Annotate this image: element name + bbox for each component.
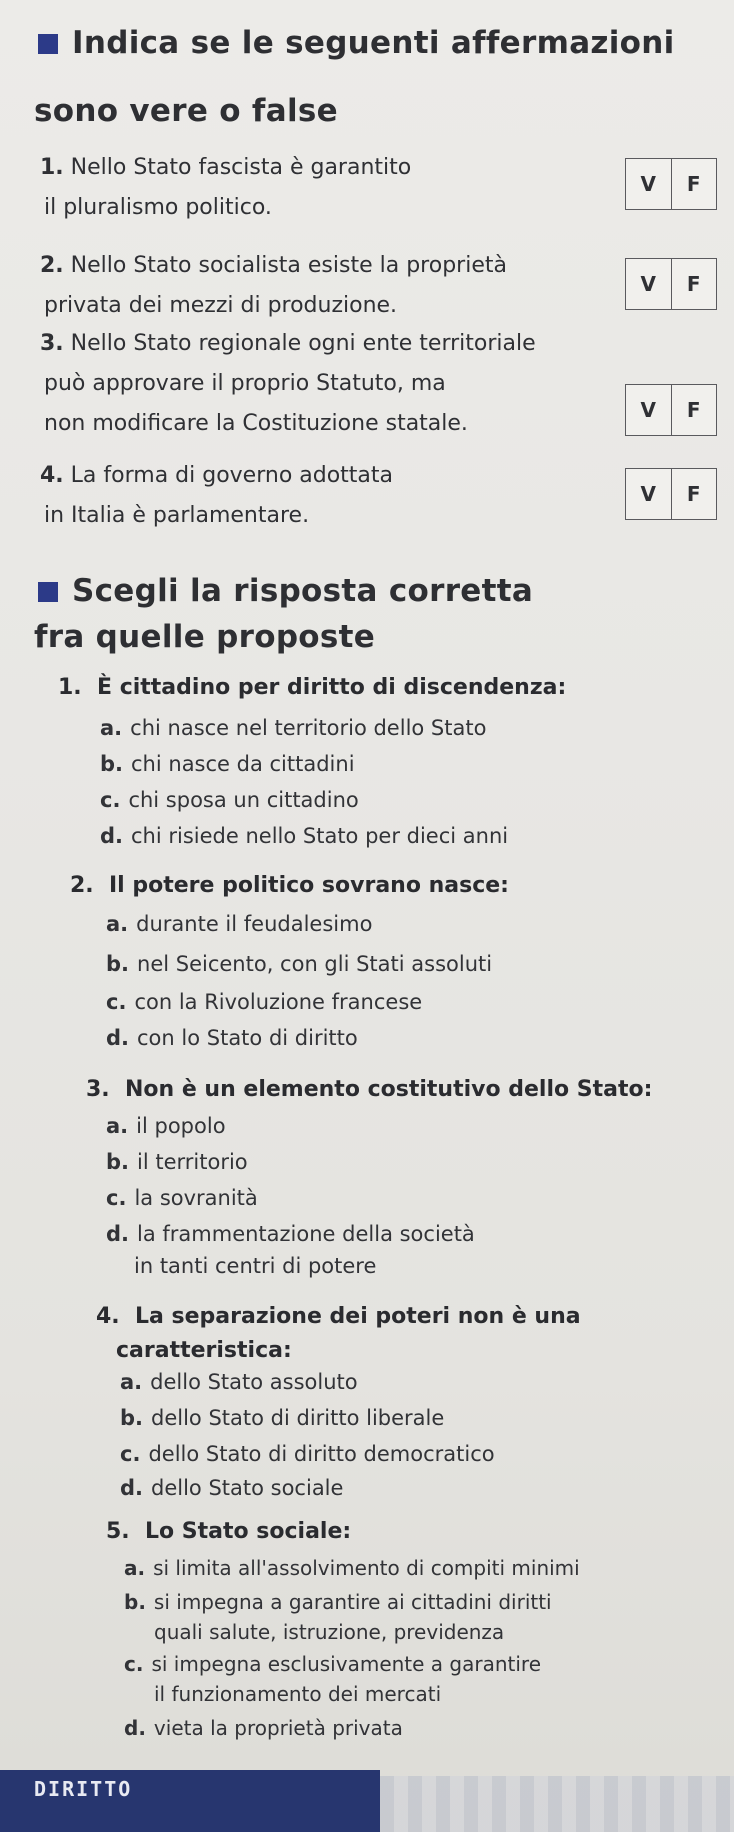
item-number: 2. — [40, 253, 64, 278]
answer-option[interactable] — [120, 1470, 343, 1506]
false-option[interactable]: F — [671, 159, 717, 209]
section-title-multiple-choice — [34, 566, 533, 616]
section-title-true-false-line2: sono vere o false — [34, 93, 338, 129]
option-text: chi nasce da cittadini — [131, 752, 355, 776]
answer-option[interactable] — [124, 1710, 403, 1746]
item-number: 4. — [40, 463, 64, 488]
option-letter: a. — [100, 716, 123, 740]
option-text: dello Stato sociale — [151, 1476, 344, 1500]
option-letter: a. — [120, 1370, 143, 1394]
tf-item-3 — [40, 324, 536, 444]
option-text: dello Stato di diritto democratico — [148, 1442, 495, 1466]
statement-line: Nello Stato regionale ogni ente territoriale — [70, 331, 536, 356]
answer-option-continued: quali salute, istruzione, previdenza — [154, 1620, 505, 1644]
true-false-selector-3 — [625, 384, 717, 436]
option-letter: c. — [120, 1442, 141, 1466]
question-4 — [96, 1300, 581, 1368]
true-false-selector-1 — [625, 158, 717, 210]
question-2 — [70, 868, 509, 904]
section-title-multiple-choice-line2: fra quelle proposte — [34, 619, 376, 655]
option-text: dello Stato assoluto — [150, 1370, 358, 1394]
answer-option[interactable] — [106, 946, 492, 982]
option-letter: c. — [106, 990, 127, 1014]
answer-option[interactable] — [120, 1436, 495, 1472]
answer-option[interactable] — [106, 1108, 226, 1144]
option-letter: c. — [100, 788, 121, 812]
question-text: La separazione dei poteri non è una — [135, 1304, 581, 1329]
option-text: con la Rivoluzione francese — [134, 990, 423, 1014]
answer-option-continued: in tanti centri di potere — [134, 1254, 377, 1278]
answer-option[interactable] — [106, 1180, 258, 1216]
answer-option[interactable] — [120, 1400, 444, 1436]
item-number: 3. — [40, 331, 64, 356]
option-letter: a. — [124, 1556, 146, 1580]
question-3 — [86, 1072, 652, 1108]
option-letter: d. — [120, 1476, 144, 1500]
question-5 — [106, 1514, 351, 1550]
statement-line: La forma di governo adottata — [70, 463, 394, 488]
question-number: 5. — [106, 1519, 130, 1544]
option-letter: d. — [106, 1026, 130, 1050]
true-option[interactable]: V — [640, 398, 656, 422]
option-text: la frammentazione della società — [137, 1222, 475, 1246]
section-title-line1: Indica se le seguenti affermazioni — [72, 25, 675, 61]
answer-option[interactable] — [124, 1550, 580, 1586]
question-text: Il potere politico sovrano nasce: — [109, 873, 509, 898]
tf-item-2 — [40, 246, 507, 326]
option-text: si limita all'assolvimento di compiti minimi — [153, 1556, 580, 1580]
option-text: dello Stato di diritto liberale — [151, 1406, 445, 1430]
option-text: la sovranità — [134, 1186, 258, 1210]
answer-option[interactable] — [106, 1020, 358, 1056]
statement-line: non modificare la Costituzione statale. — [44, 411, 468, 436]
statement-line: in Italia è parlamentare. — [44, 503, 310, 528]
answer-option[interactable] — [100, 782, 359, 818]
option-text: vieta la proprietà privata — [153, 1716, 403, 1740]
square-bullet-icon — [38, 582, 58, 602]
option-letter: d. — [100, 824, 124, 848]
option-letter: c. — [106, 1186, 127, 1210]
answer-option[interactable] — [100, 746, 355, 782]
question-number: 4. — [96, 1304, 120, 1329]
answer-option-continued: il funzionamento dei mercati — [154, 1682, 442, 1706]
tf-item-1 — [40, 148, 411, 228]
answer-option[interactable] — [100, 818, 508, 854]
item-number: 1. — [40, 155, 64, 180]
answer-option[interactable] — [106, 1144, 248, 1180]
answer-option[interactable] — [120, 1364, 358, 1400]
question-text: È cittadino per diritto di discendenza: — [97, 675, 567, 700]
option-letter: a. — [106, 912, 129, 936]
option-text: si impegna a garantire ai cittadini diritti — [153, 1590, 552, 1614]
option-letter: c. — [124, 1652, 144, 1676]
question-text: Non è un elemento costitutivo dello Stato: — [125, 1077, 653, 1102]
option-letter: b. — [106, 1150, 130, 1174]
statement-line: privata dei mezzi di produzione. — [44, 293, 398, 318]
answer-option[interactable] — [106, 906, 372, 942]
false-option[interactable]: F — [671, 469, 717, 519]
tf-item-4 — [40, 456, 393, 536]
section-title-line1: Scegli la risposta corretta — [72, 573, 534, 609]
false-option[interactable]: F — [671, 385, 717, 435]
statement-line: il pluralismo politico. — [44, 195, 272, 220]
question-text: caratteristica: — [116, 1338, 292, 1363]
option-letter: a. — [106, 1114, 129, 1138]
option-letter: d. — [106, 1222, 130, 1246]
footer-pattern — [380, 1776, 734, 1832]
answer-option[interactable] — [100, 710, 486, 746]
question-text: Lo Stato sociale: — [145, 1519, 352, 1544]
answer-option[interactable] — [106, 984, 422, 1020]
square-bullet-icon — [38, 34, 58, 54]
true-false-selector-2 — [625, 258, 717, 310]
option-letter: b. — [106, 952, 130, 976]
option-letter: d. — [124, 1716, 146, 1740]
question-number: 3. — [86, 1077, 110, 1102]
statement-line: Nello Stato fascista è garantito — [70, 155, 412, 180]
question-1 — [58, 670, 566, 706]
true-option[interactable]: V — [640, 482, 656, 506]
option-text: nel Seicento, con gli Stati assoluti — [137, 952, 493, 976]
statement-line: può approvare il proprio Statuto, ma — [44, 371, 446, 396]
option-text: chi sposa un cittadino — [128, 788, 359, 812]
option-letter: b. — [120, 1406, 144, 1430]
statement-line: Nello Stato socialista esiste la proprietà — [70, 253, 507, 278]
option-text: chi nasce nel territorio dello Stato — [130, 716, 487, 740]
section-title-true-false — [34, 18, 675, 68]
option-letter: b. — [124, 1590, 146, 1614]
option-letter: b. — [100, 752, 124, 776]
true-option[interactable]: V — [640, 172, 656, 196]
option-text: il popolo — [136, 1114, 226, 1138]
option-text: con lo Stato di diritto — [137, 1026, 358, 1050]
option-text: durante il feudalesimo — [136, 912, 373, 936]
question-number: 1. — [58, 675, 82, 700]
true-option[interactable]: V — [640, 272, 656, 296]
true-false-selector-4 — [625, 468, 717, 520]
footer-label: DIRITTO — [34, 1777, 133, 1801]
false-option[interactable]: F — [671, 259, 717, 309]
question-number: 2. — [70, 873, 94, 898]
answer-option[interactable] — [106, 1216, 475, 1252]
option-text: si impegna esclusivamente a garantire — [151, 1652, 542, 1676]
option-text: il territorio — [137, 1150, 248, 1174]
option-text: chi risiede nello Stato per dieci anni — [131, 824, 509, 848]
